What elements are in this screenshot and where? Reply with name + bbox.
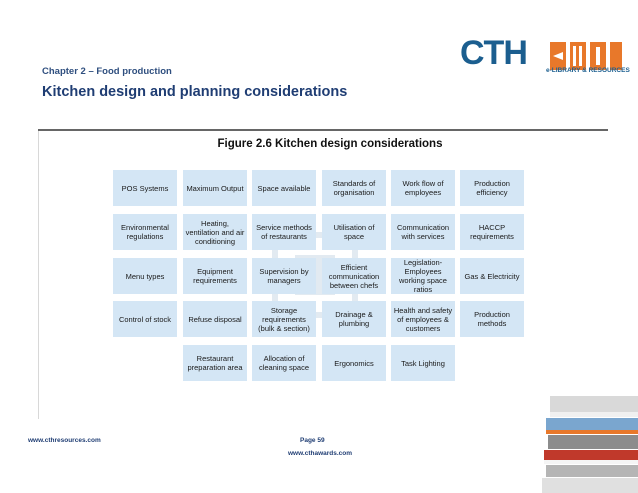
- consideration-cell: Control of stock: [113, 301, 177, 337]
- consideration-cell: Restaurant preparation area: [183, 345, 247, 381]
- page-title: Kitchen design and planning considerations: [42, 84, 348, 100]
- consideration-cell: Storage requirements (bulk & section): [252, 301, 316, 337]
- books-stack-image: [540, 388, 638, 493]
- footer-website-left[interactable]: www.cthresources.com: [28, 437, 101, 444]
- footer-website-center[interactable]: www.cthawards.com: [287, 450, 353, 457]
- consideration-cell: Standards of organisation: [322, 170, 386, 206]
- consideration-cell: Legislation-Employees working space ratios: [391, 258, 455, 294]
- consideration-cell: Gas & Electricity: [460, 258, 524, 294]
- consideration-cell: Work flow of employees: [391, 170, 455, 206]
- consideration-cell: Allocation of cleaning space: [252, 345, 316, 381]
- logo-text: CTH: [460, 34, 527, 72]
- figure-title: Figure 2.6 Kitchen design considerations: [217, 138, 443, 150]
- consideration-cell: Efficient communication between chefs: [322, 258, 386, 294]
- consideration-cell: Ergonomics: [322, 345, 386, 381]
- consideration-cell: Production efficiency: [460, 170, 524, 206]
- consideration-cell: Maximum Output: [183, 170, 247, 206]
- consideration-cell: Equipment requirements: [183, 258, 247, 294]
- consideration-cell: POS Systems: [113, 170, 177, 206]
- logo-icons: [550, 42, 622, 70]
- page-number: Page 59: [300, 437, 325, 444]
- consideration-cell: Heating, ventilation and air conditioning: [183, 214, 247, 250]
- cth-logo: [460, 36, 630, 80]
- consideration-cell: HACCP requirements: [460, 214, 524, 250]
- chapter-label: Chapter 2 – Food production: [42, 66, 172, 77]
- consideration-cell: Supervision by managers: [252, 258, 316, 294]
- consideration-cell: Refuse disposal: [183, 301, 247, 337]
- consideration-cell: Service methods of restaurants: [252, 214, 316, 250]
- consideration-cell: Space available: [252, 170, 316, 206]
- consideration-cell: Drainage & plumbing: [322, 301, 386, 337]
- consideration-cell: Health and safety of employees & customers: [391, 301, 455, 337]
- consideration-cell: Production methods: [460, 301, 524, 337]
- consideration-cell: Utilisation of space: [322, 214, 386, 250]
- consideration-cell: Task Lighting: [391, 345, 455, 381]
- consideration-cell: Environmental regulations: [113, 214, 177, 250]
- left-margin-line: [38, 131, 39, 419]
- logo-subtitle: e-LIBRARY & RESOURCES: [546, 67, 630, 74]
- consideration-cell: Menu types: [113, 258, 177, 294]
- header-rule: [38, 129, 608, 131]
- consideration-cell: Communication with services: [391, 214, 455, 250]
